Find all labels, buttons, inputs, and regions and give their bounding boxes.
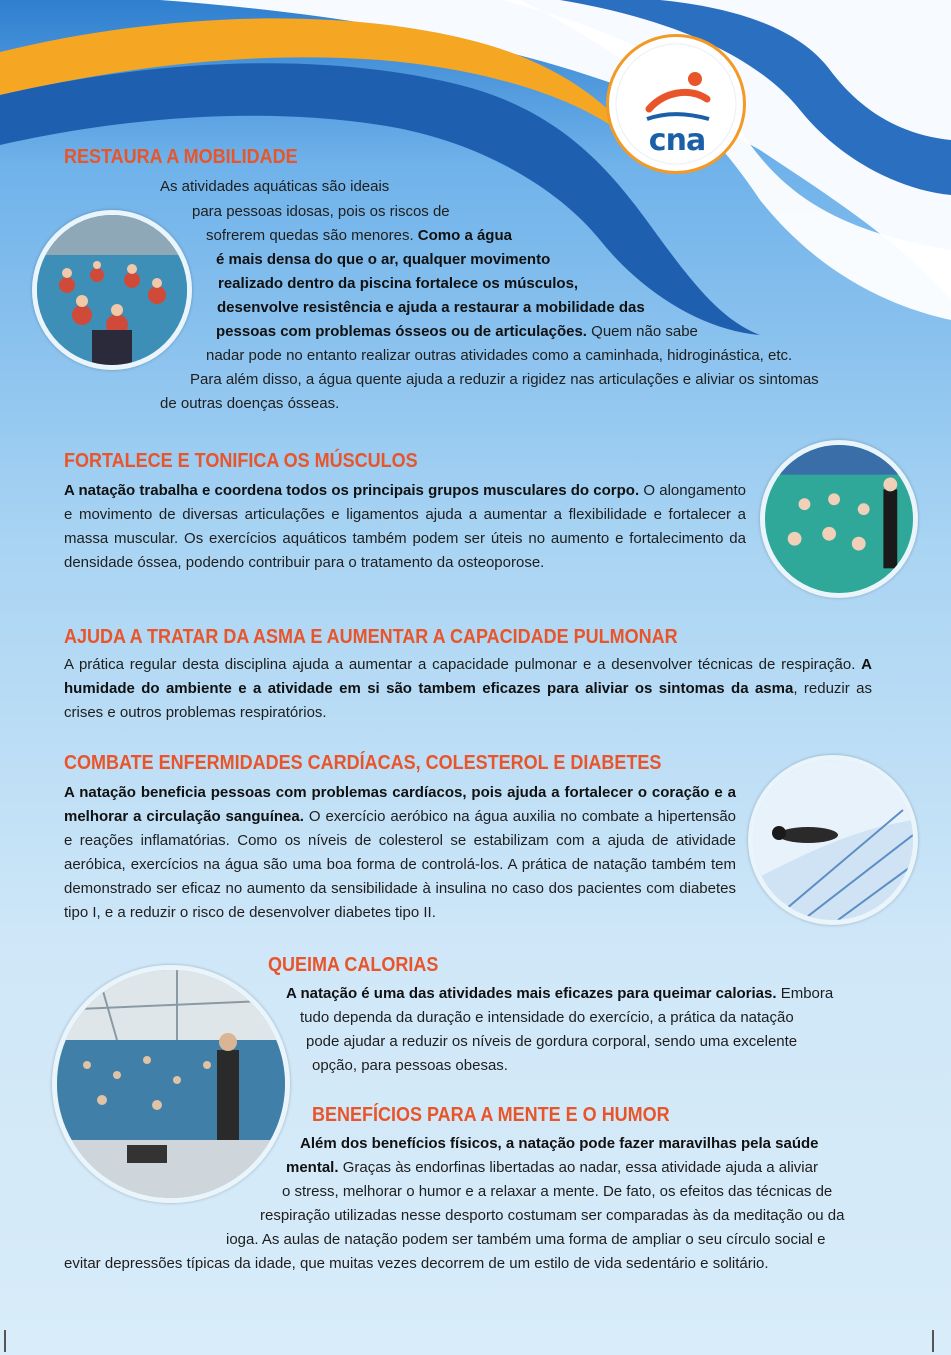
photo-pool-group bbox=[760, 440, 918, 598]
text-span: O exercício aeróbico na água auxilia no combate a hipertensão e reações inflamatórias. Como os níveis de colesterol se estabilizam com a ajuda de atividade aeróbica, exercícios na água são uma boa forma de controlá-los. A prática de natação também tem demonstrado ser eficaz no aumento da sensibilidade à insulina no caso dos pacientes com diabetes tipo I, e a reduzir o risco de desenvolver diabetes tipo II. bbox=[64, 808, 736, 921]
logo-text: cna bbox=[648, 123, 706, 158]
text-line: ioga. As aulas de natação podem ser também uma forma de ampliar o seu círculo social e bbox=[226, 1231, 826, 1248]
section-title-cardiacas: COMBATE ENFERMIDADES CARDÍACAS, COLESTEROL E DIABETES bbox=[64, 752, 662, 774]
text-line bbox=[286, 984, 833, 1004]
bold-span: pessoas com problemas ósseos ou de articulações. bbox=[216, 323, 587, 340]
text-line: opção, para pessoas obesas. bbox=[312, 1057, 508, 1074]
bold-span: realizado dentro da piscina fortalece os músculos, bbox=[218, 275, 579, 292]
section-body-asma bbox=[64, 653, 872, 725]
text-line: para pessoas idosas, pois os riscos de bbox=[192, 203, 450, 220]
text-line: As atividades aquáticas são ideais bbox=[160, 178, 390, 195]
text-line: pode ajudar a reduzir os níveis de gordura corporal, sendo uma excelente bbox=[306, 1033, 798, 1050]
section-body-cardiacas bbox=[64, 781, 736, 925]
bold-span: A natação é uma das atividades mais eficazes para queimar calorias. bbox=[286, 985, 777, 1002]
text-span: Quem não sabe bbox=[591, 323, 698, 340]
text-line: tudo dependa da duração e intensidade do exercício, a prática da natação bbox=[300, 1009, 794, 1026]
text-line bbox=[286, 1158, 818, 1178]
section-title-calorias: QUEIMA CALORIAS bbox=[268, 954, 439, 976]
text-span: sofrerem quedas são menores. bbox=[206, 227, 414, 244]
club-logo bbox=[606, 34, 746, 174]
text-line: de outras doenças ósseas. bbox=[160, 395, 340, 412]
text-span: O alongamento e movimento de diversas articulações e ligamentos ajuda a aumentar a flexibilidade e fortalecer a massa muscular. Os exercícios aquáticos também podem ser úteis no aumento e fortalecimento da densidade óssea, podendo contribuir para o tratamento da osteoporose. bbox=[64, 482, 746, 571]
text-line bbox=[218, 274, 578, 294]
section-title-mobilidade: RESTAURA A MOBILIDADE bbox=[64, 146, 298, 168]
text-line bbox=[217, 298, 645, 318]
text-span: Graças às endorfinas libertadas ao nadar, essa atividade ajuda a aliviar bbox=[342, 1159, 818, 1176]
text-line: respiração utilizadas nesse desporto costumam ser comparadas às da meditação ou da bbox=[260, 1207, 845, 1224]
scan-edge-mark bbox=[4, 1330, 6, 1352]
photo-indoor-pool bbox=[52, 965, 290, 1203]
bold-span: A natação trabalha e coordena todos os principais grupos musculares do corpo. bbox=[64, 482, 640, 499]
text-line: evitar depressões típicas da idade, que muitas vezes decorrem de um estilo de vida sedentário e solitário. bbox=[64, 1255, 769, 1272]
section-body-musculos bbox=[64, 479, 746, 575]
bold-span: é mais densa do que o ar, qualquer movimento bbox=[216, 251, 551, 268]
scan-edge-mark bbox=[932, 1330, 934, 1352]
text-span: , reduzir as crises e outros problemas respiratórios. bbox=[64, 680, 872, 721]
text-line bbox=[300, 1134, 819, 1154]
section-title-musculos: FORTALECE E TONIFICA OS MÚSCULOS bbox=[64, 450, 418, 472]
section-title-asma: AJUDA A TRATAR DA ASMA E AUMENTAR A CAPACIDADE PULMONAR bbox=[64, 626, 678, 648]
bold-span: Além dos benefícios físicos, a natação pode fazer maravilhas pela saúde bbox=[300, 1135, 819, 1152]
section-title-mente: BENEFÍCIOS PARA A MENTE E O HUMOR bbox=[312, 1104, 670, 1126]
text-line: nadar pode no entanto realizar outras atividades como a caminhada, hidroginástica, etc. bbox=[206, 347, 793, 364]
photo-aqua-aerobics bbox=[32, 210, 192, 370]
bold-span: A humidade do ambiente e a atividade em si são tambem eficazes para aliviar os sintomas da asma bbox=[64, 656, 872, 697]
bold-span: A natação beneficia pessoas com problemas cardíacos, pois ajuda a fortalecer o coração e a melhorar a circulação sanguínea. bbox=[64, 784, 736, 825]
text-line bbox=[216, 250, 550, 270]
text-span: A prática regular desta disciplina ajuda a aumentar a capacidade pulmonar e a desenvolver técnicas de respiração. bbox=[64, 656, 856, 673]
text-line bbox=[206, 226, 512, 246]
bold-span: desenvolve resistência e ajuda a restaurar a mobilidade das bbox=[217, 299, 645, 316]
text-line: o stress, melhorar o humor e a relaxar a mente. De fato, os efeitos das técnicas de bbox=[282, 1183, 833, 1200]
text-span: Embora bbox=[780, 985, 834, 1002]
photo-underwater-swimmer bbox=[748, 755, 918, 925]
bold-span: Como a água bbox=[417, 227, 512, 244]
text-line: Para além disso, a água quente ajuda a reduzir a rigidez nas articulações e aliviar os sintomas bbox=[190, 371, 819, 388]
text-line bbox=[216, 322, 698, 342]
bold-span: mental. bbox=[286, 1159, 339, 1176]
